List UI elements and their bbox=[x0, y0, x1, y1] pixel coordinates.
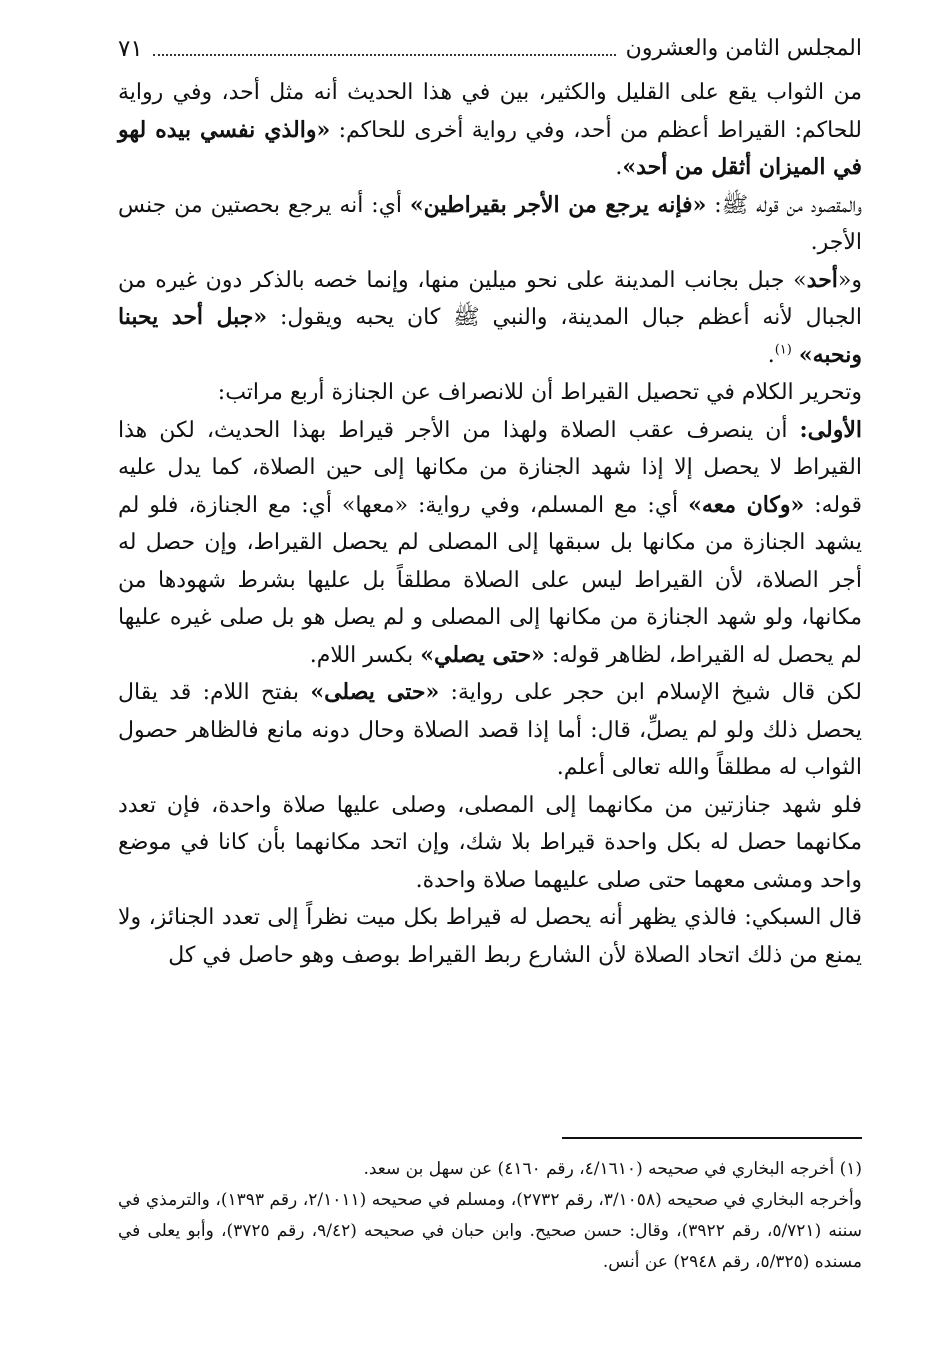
text-run: بفتح اللام: قد يقال يحصل ذلك ولو لم يصلِّ، قال: أما إذا قصد الصلاة وحال دونه مانع فالظاهر حصول الثواب له مطلقاً والله تعالى أعلم. bbox=[118, 680, 862, 780]
text-run: والمقصود من قوله ﷺ: bbox=[706, 192, 862, 218]
bold-quote: الأولى: bbox=[799, 416, 862, 443]
paragraph bbox=[118, 899, 862, 974]
paragraph bbox=[118, 374, 862, 412]
footnote: وأخرجه البخاري في صحيحه (٣/١٠٥٨، رقم ٢٧٣٢)، ومسلم في صحيحه (٢/١٠١١، رقم ١٣٩٣)، والترمذي في سننه (٥/٧٢١، رقم ٣٩٢٢)، وقال: حسن صحيح. وابن حبان في صحيحه (٩/٤٢، رقم ٣٧٢٥)، وأبو يعلى في مسنده (٥/٣٢٥، رقم ٢٩٤٨) عن أنس. bbox=[118, 1190, 862, 1272]
running-header bbox=[118, 32, 862, 66]
text-run: . bbox=[767, 342, 775, 368]
text-run bbox=[792, 343, 799, 368]
page-number: ٧١ bbox=[118, 36, 143, 62]
text-run: أن ينصرف عقب الصلاة ولهذا من الأجر قيراط بهذا الحديث، لكن هذا القيراط لا يحصل إلا إذا شهد الجنازة من مكانها إلى حين الصلاة، كما يدل عليه قوله: bbox=[118, 417, 862, 518]
text-run: . bbox=[615, 155, 623, 180]
text-run: لكن قال شيخ الإسلام ابن حجر على رواية: bbox=[439, 680, 862, 705]
text-run: من الثواب يقع على القليل والكثير، بين في هذا الحديث أنه مثل أحد، وفي رواية للحاكم: القيراط أعظم من أحد، وفي رواية أخرى للحاكم: bbox=[118, 80, 862, 143]
paragraph bbox=[118, 262, 862, 375]
bold-quote: «وكان معه» bbox=[688, 491, 805, 518]
text-run: قال السبكي: فالذي يظهر أنه يحصل له قيراط بكل ميت نظراً إلى تعدد الجنائز، ولا يمنع من ذلك اتحاد الصلاة لأن الشارع ربط القيراط بوصف وهو حاصل في كل bbox=[118, 905, 862, 968]
footnote: (١) أخرجه البخاري في صحيحه (٤/١٦١٠، رقم ٤١٦٠) عن سهل بن سعد. bbox=[363, 1159, 862, 1179]
chapter-title: المجلس الثامن والعشرون bbox=[625, 36, 862, 61]
bold-quote: «جبل أحد يحبنا ونحبه» bbox=[118, 304, 862, 368]
book-page bbox=[118, 32, 862, 1272]
footnote-marker: (١) bbox=[774, 342, 792, 358]
bold-quote: «والذي نفسي بيده لهو في الميزان أثقل من أحد» bbox=[118, 116, 862, 180]
text-run: و« bbox=[837, 267, 862, 293]
text-run: » جبل بجانب المدينة على نحو ميلين منها، وإنما خصه بالذكر دون غيره من الجبال لأنه أعظم جبال المدينة، والنبي ﷺ كان يحبه ويقول: bbox=[118, 267, 862, 330]
header-dot-leader bbox=[153, 54, 616, 56]
paragraph bbox=[118, 187, 862, 262]
footnotes bbox=[118, 1154, 862, 1278]
paragraph bbox=[118, 412, 862, 675]
paragraph bbox=[118, 674, 862, 787]
text-run: فلو شهد جنازتين من مكانهما إلى المصلى، وصلى عليها صلاة واحدة، فإن تعدد مكانهما حصل له بكل واحدة قيراط بلا شك، وإن اتحد مكانهما بأن كانا في موضع واحد ومشى معهما حتى صلى عليهما صلاة واحدة. bbox=[118, 792, 862, 893]
paragraph bbox=[118, 787, 862, 900]
text-run: وتحرير الكلام في تحصيل القيراط أن للانصراف عن الجنازة أربع مراتب: bbox=[217, 380, 862, 405]
text-run: بكسر اللام. bbox=[309, 642, 421, 668]
text-run: أي: مع المسلم، وفي رواية: «معها» أي: مع الجنازة، فلو لم يشهد الجنازة من مكانها بل سبقها إلى المصلى لم يحصل القيراط، وإن حصل له أجر الصلاة، لأن القيراط ليس على الصلاة مطلقاً بل عليها بشرط شهودها من مكانها، ولو شهد الجنازة من مكانها إلى المصلى و لم يصل هو بل صلى غيره عليها لم يحصل له القيراط، لظاهر قوله: bbox=[118, 492, 862, 668]
bold-quote: «حتى يصلى» bbox=[310, 679, 440, 705]
bold-quote: أحد bbox=[806, 266, 838, 293]
bold-quote: «فإنه يرجع من الأجر بقيراطين» bbox=[409, 191, 707, 218]
bold-quote: «حتى يصلي» bbox=[420, 641, 545, 668]
text-run: أي: أنه يرجع بحصتين من جنس الأجر. bbox=[118, 192, 862, 255]
footnote-separator bbox=[562, 1137, 862, 1139]
paragraph bbox=[118, 74, 862, 187]
main-text bbox=[118, 74, 862, 974]
